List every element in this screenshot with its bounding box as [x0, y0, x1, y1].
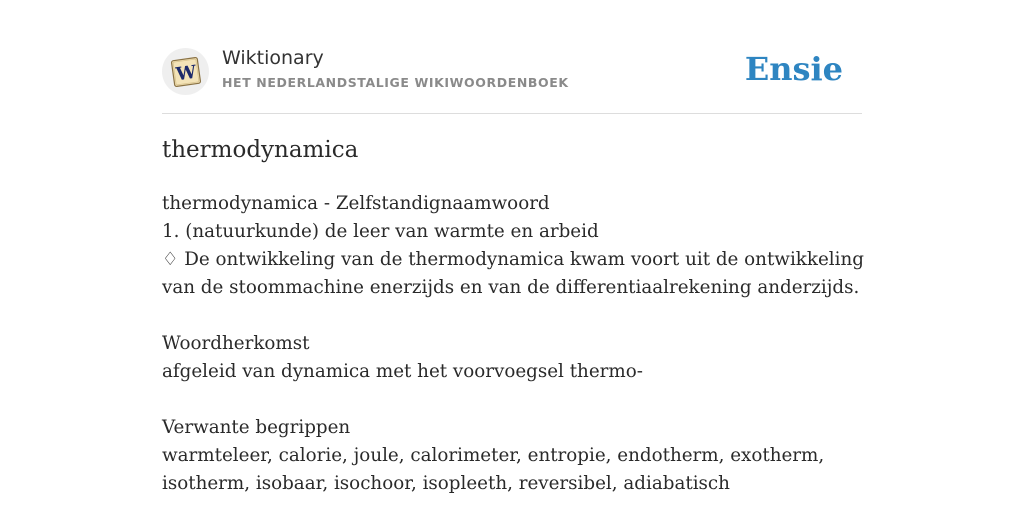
spacer — [162, 302, 867, 330]
definition-header: thermodynamica - Zelfstandignaamwoord — [162, 193, 550, 214]
related-heading: Verwante begrippen — [162, 417, 351, 438]
etymology-heading: Woordherkomst — [162, 333, 310, 354]
wiktionary-logo[interactable] — [162, 48, 209, 95]
entry-content — [162, 190, 867, 498]
site-header — [162, 44, 862, 114]
wiktionary-tile-icon — [169, 55, 203, 89]
definition: 1. (natuurkunde) de leer van warmte en arbeid — [162, 221, 599, 242]
page-title: thermodynamica — [162, 137, 359, 163]
svg-text:W: W — [174, 61, 198, 85]
site-subtitle: HET NEDERLANDSTALIGE WIKIWOORDENBOEK — [222, 75, 569, 90]
ensie-logo-link[interactable]: Ensie — [744, 50, 843, 88]
spacer — [162, 386, 867, 414]
etymology-text: afgeleid van dynamica met het voorvoegsel thermo- — [162, 361, 643, 382]
related-terms: warmteleer, calorie, joule, calorimeter, entropie, endotherm, exotherm, isotherm, isobaar, isochoor, isopleeth, reversibel, adiabatisch — [162, 445, 825, 494]
site-title[interactable]: Wiktionary — [222, 47, 324, 69]
example-sentence: ♢ De ontwikkeling van de thermodynamica kwam voort uit de ontwikkeling van de stoommachine enerzijds en van de differentiaalrekening anderzijds. — [162, 249, 864, 298]
